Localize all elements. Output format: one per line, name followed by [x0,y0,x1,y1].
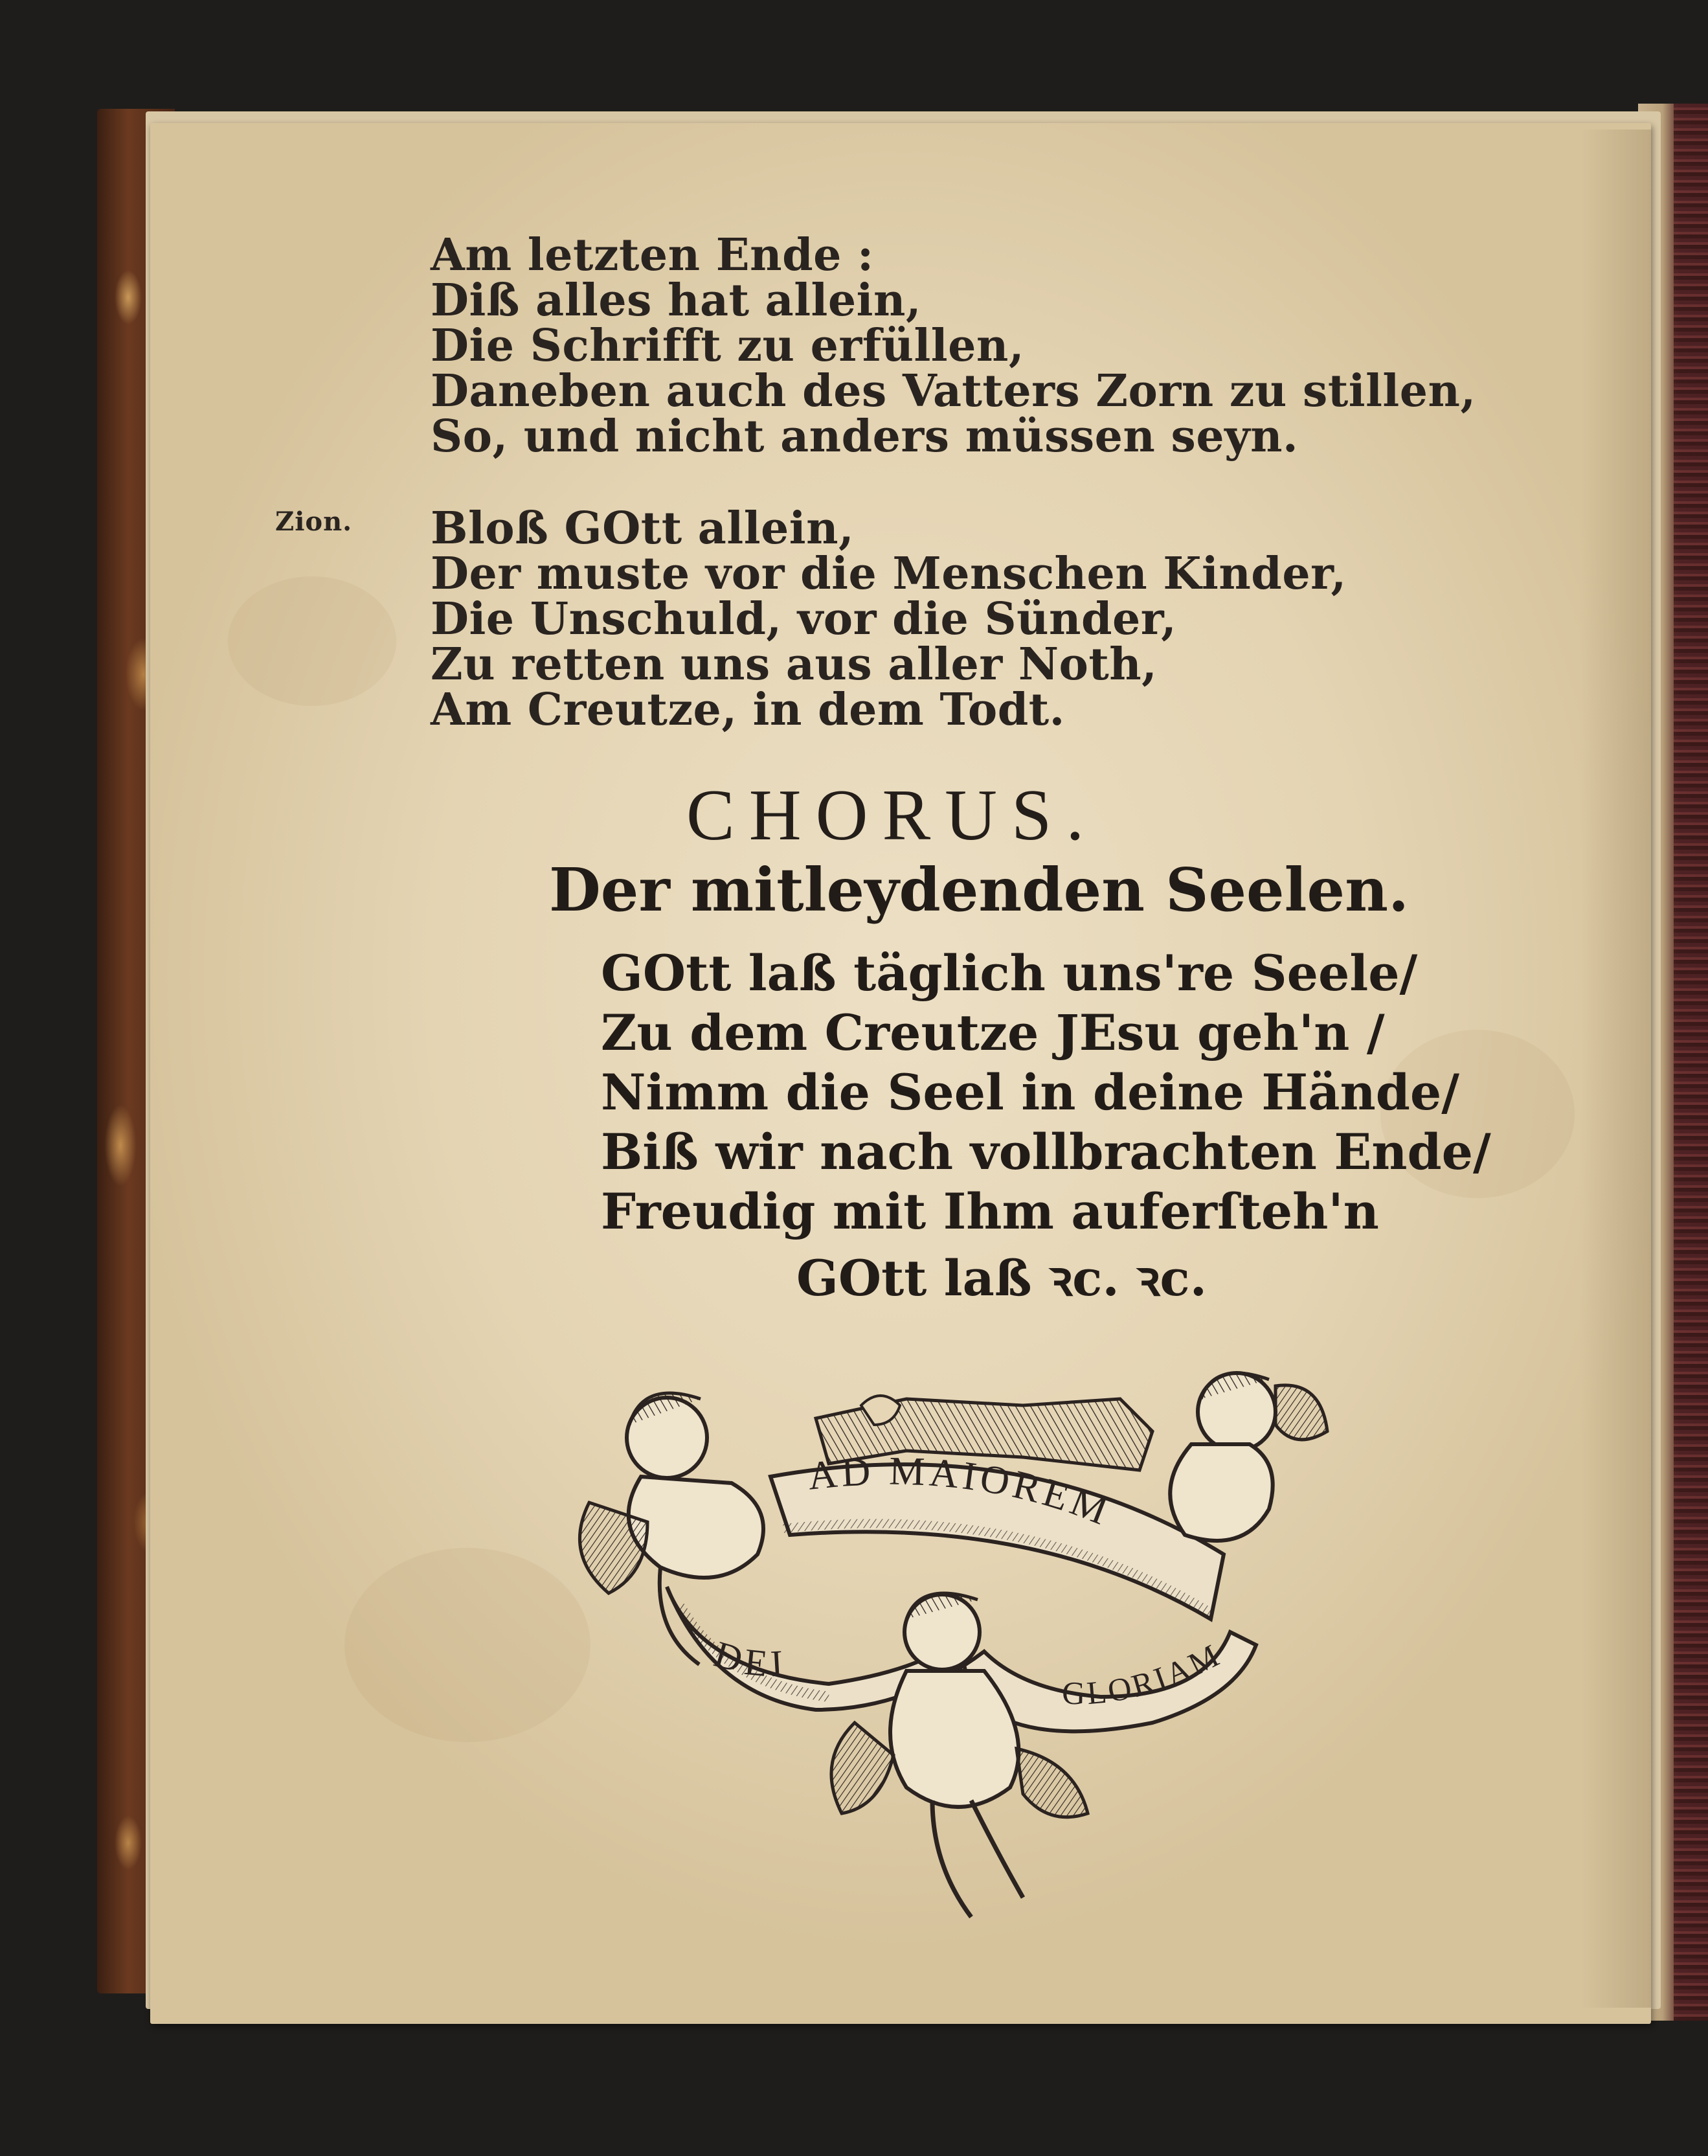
verse-text [431,229,1476,751]
verse-line: Am Creutze, in dem Todt. [431,684,1065,736]
verse-line: Bloß GOtt allein, [431,503,855,554]
cherub-center [831,1593,1088,1917]
verse-line: Am letzten Ende : [431,229,874,281]
chorus-heading: CHORUS. [686,775,1099,856]
chorus-line: Biß wir nach vollbrachten Ende/ [601,1123,1491,1181]
verse-line: Diß alles hat allein, [431,275,922,326]
verse-line: Der muste vor die Menschen Kinder, [431,548,1347,600]
chorus-line: Freudig mit Ihm auferſteh'n [601,1183,1379,1240]
chorus-line: Zu dem Creutze JEsu geh'n / [601,1004,1385,1061]
chorus-subheading: Der mitleydenden Seelen. [549,855,1409,925]
banner-text-left: DEI [710,1633,790,1685]
woodcut-vignette [570,1360,1379,1930]
page-edge-shadow [1580,130,1651,2008]
verse-line: So, und nicht anders müssen seyn. [431,411,1299,462]
cherub-left [579,1393,763,1664]
verse-line: Zu retten uns aus aller Noth, [431,639,1158,690]
verse-line: Daneben auch des Vatters Zorn zu stillen, [431,365,1476,417]
svg-text:DEI [710,1633,789,1685]
paper-stain [228,576,396,706]
chorus-ending: GOtt laß ꝛc. ꝛc. [796,1249,1208,1307]
speaker-label: Zion. [275,506,353,537]
verse-line: Die Schrifft zu erfüllen, [431,320,1024,372]
cherub-right [1170,1373,1327,1541]
book-binding-edge [1674,104,1708,2021]
chorus-line: Nimm die Seel in deine Hände/ [601,1063,1459,1121]
chorus-line: GOtt laß täglich uns're Seele/ [601,944,1418,1002]
banner-text-right: GLORIAM [1061,1636,1227,1712]
paper-stain [344,1548,590,1742]
banner-text-top: AD MAIOREM [805,1449,1118,1535]
banner-top [770,1449,1224,1619]
verse-line: Die Unschuld, vor die Sünder, [431,593,1177,645]
